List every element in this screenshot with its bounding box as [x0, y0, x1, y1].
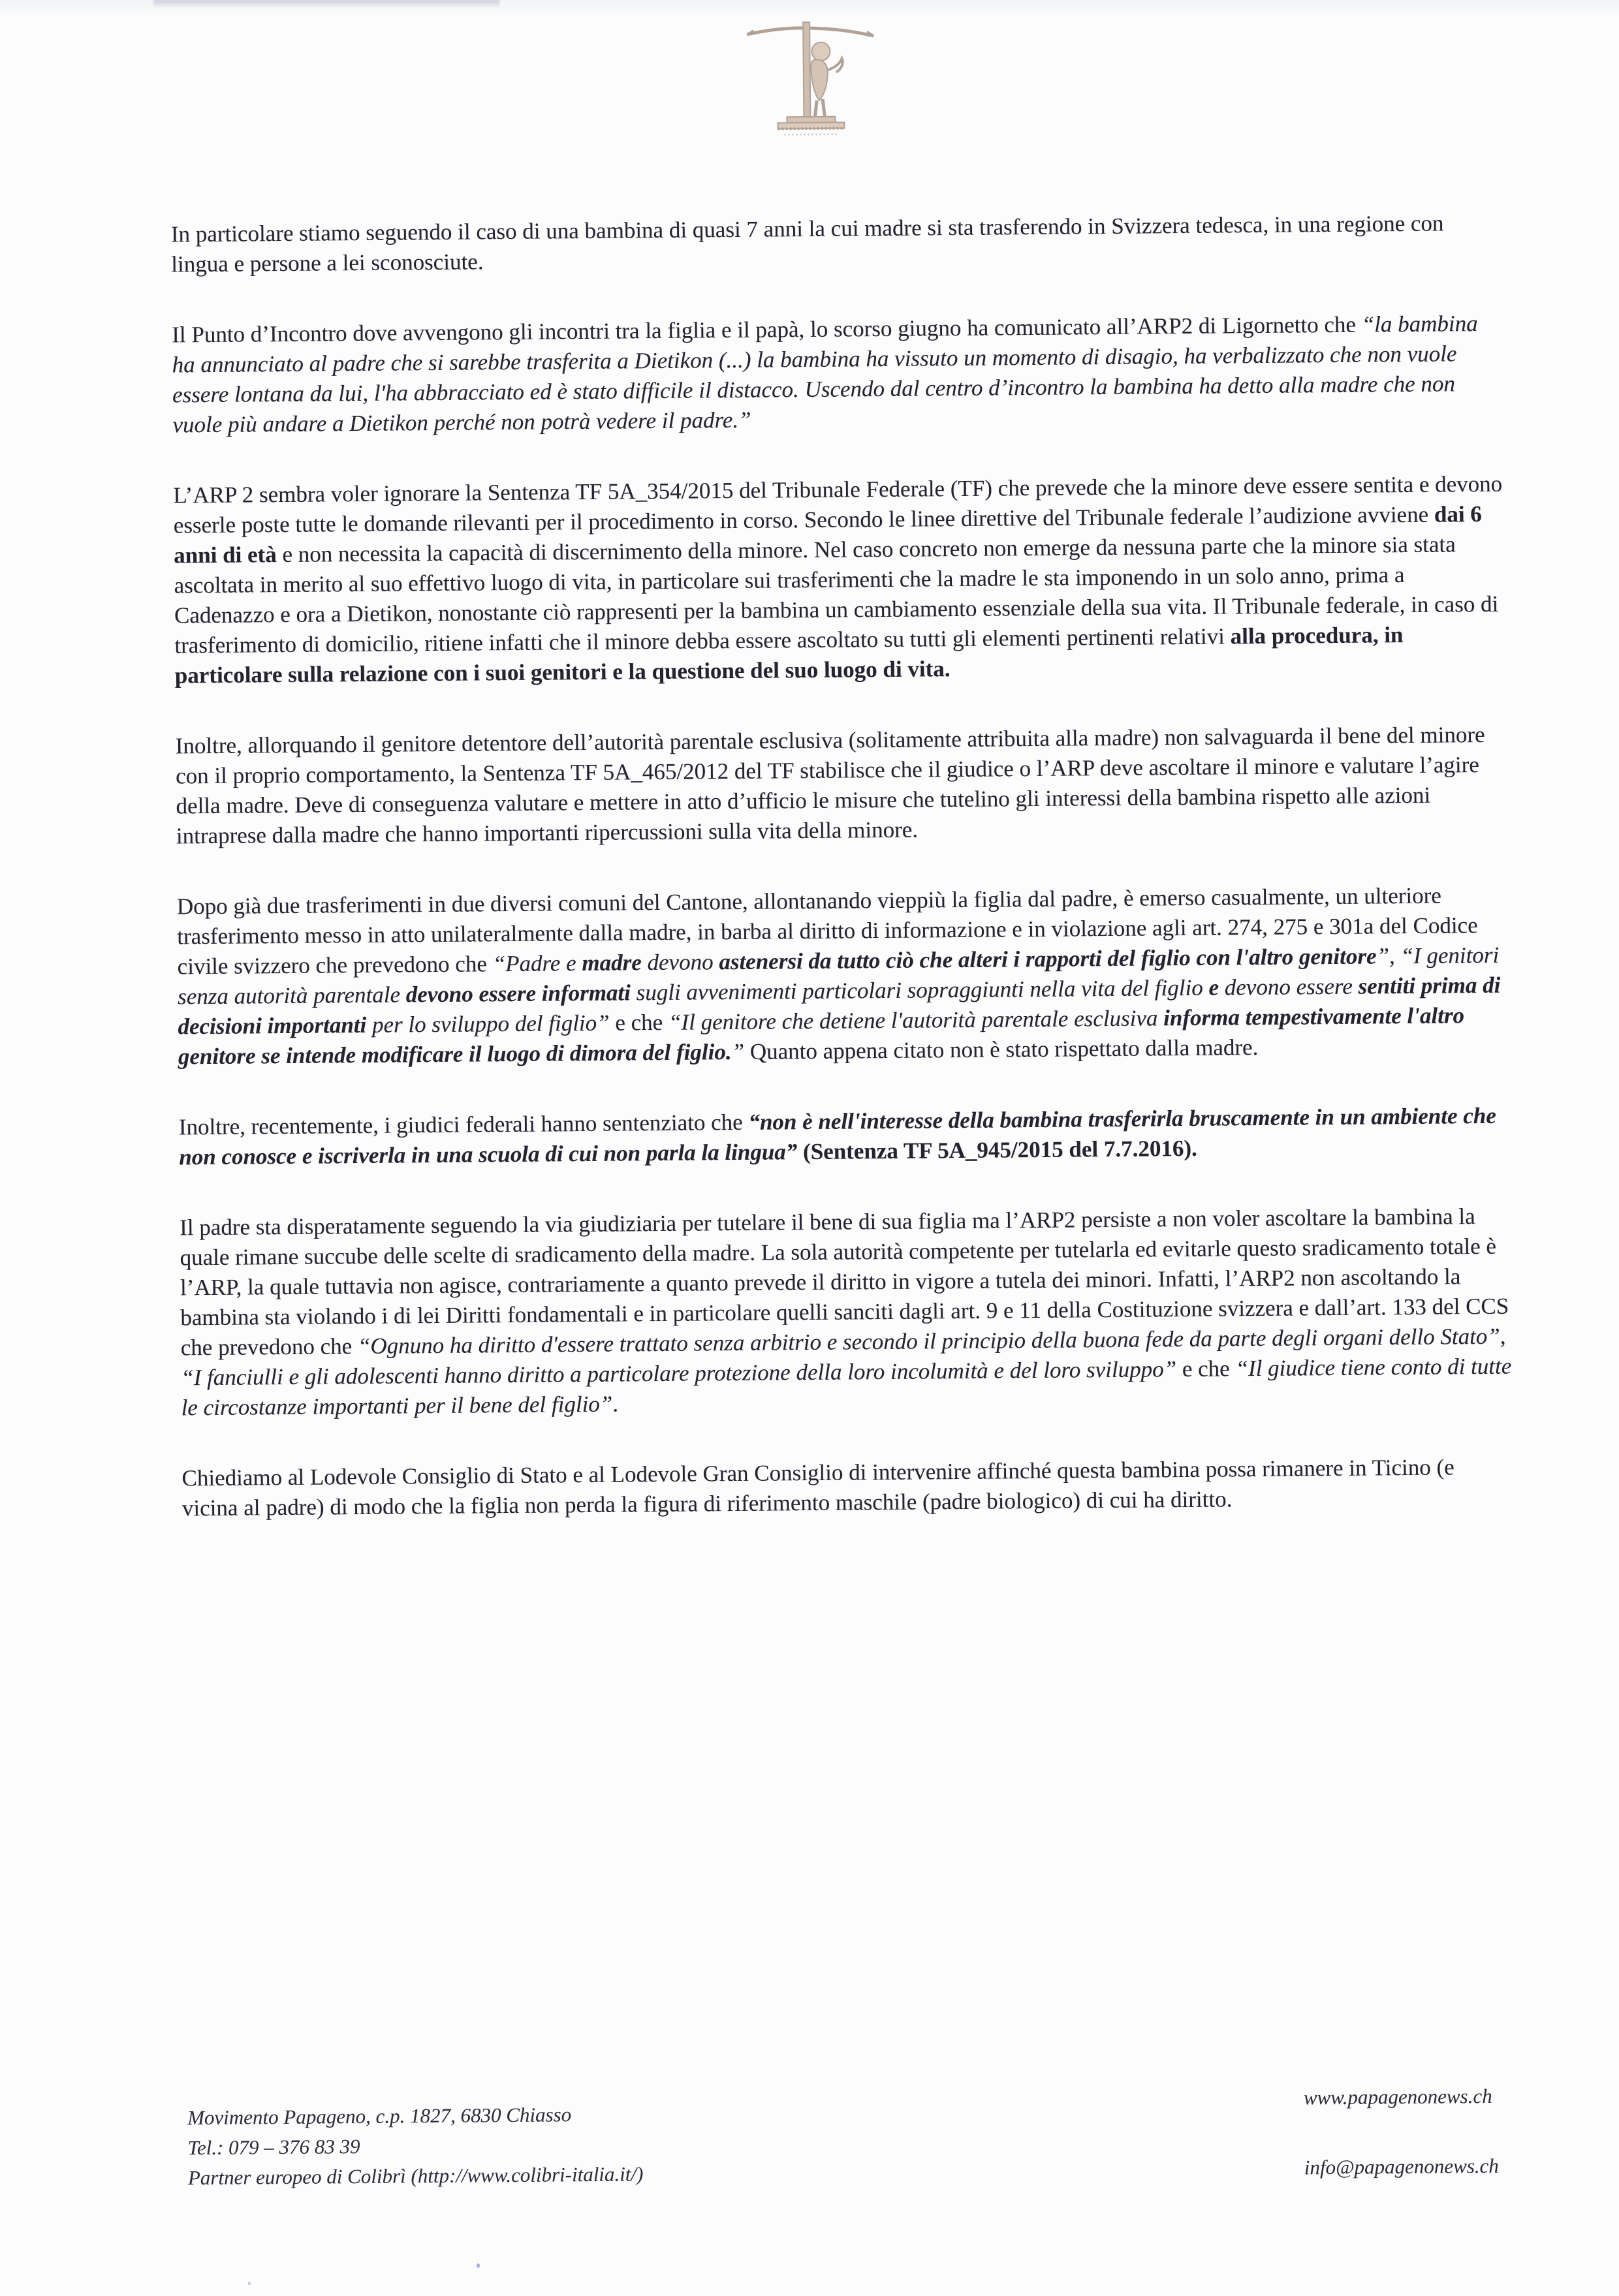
papageno-statue-icon	[735, 10, 887, 145]
paragraph-sentenza-465	[176, 720, 1510, 852]
footer-email: info@papagenonews.ch	[1304, 2154, 1499, 2179]
text-run: .	[612, 1391, 619, 1417]
text-run: devono essere	[1218, 973, 1359, 1001]
text-run: sentiti prima di decisioni importanti	[178, 972, 1501, 1040]
text-run: per lo sviluppo del figlio”	[366, 1010, 610, 1038]
text-run: “Il giudice tiene conto di tutte le circostanze importanti per il bene del figlio”	[181, 1353, 1512, 1421]
text-run: In particolare stiamo seguendo il caso di una bambina di quasi 7 anni la cui madre si sta trasferendo in Svizzera tedesca, in una regione con lingua e persone a lei sconosciute.	[170, 210, 1444, 277]
footer-web-block	[1304, 2081, 1507, 2183]
text-run: e che	[609, 1009, 669, 1036]
text-run: ”, “I genitori senza autorità parentale	[177, 942, 1500, 1010]
text-run: Inoltre, allorquando il genitore detentore dell’autorità parentale esclusiva (solitamente attribuita alla madre) non salvaguarda il bene del minore con il proprio comportamento, la Sentenza TF 5A_465/2012 del TF stabilisce che il giudice o l’ARP deve ascoltare il minore e valutare l’agire della madre. Deve di conseguenza valutare e mettere in atto d’ufficio le misure che tutelino gli interessi della bambina rispetto alle azioni intraprese dalla madre che hanno importanti ripercussioni sulla vita della minore.	[175, 721, 1485, 849]
paragraph-punto-incontro	[172, 309, 1506, 441]
text-run: madre	[582, 950, 642, 976]
footer-address: Movimento Papageno, c.p. 1827, 6830 Chiasso	[187, 2103, 572, 2130]
text-run: “Padre e	[492, 950, 582, 977]
text-run: Quanto appena citato non è stato rispettato dalla madre.	[744, 1034, 1259, 1064]
papageno-statue-logo	[735, 10, 887, 145]
text-run: informa tempestivamente l'altro genitore se intende modificare il luogo di dimora del figlio.	[178, 1002, 1465, 1070]
footer-contact-block	[187, 2088, 644, 2193]
letter-body	[171, 208, 1516, 1564]
text-run: devono essere informati	[405, 980, 631, 1008]
text-run: Chiediamo al Lodevole Consiglio di Stato e al Lodevole Gran Consiglio di intervenire affinché questa bambina possa rimanere in Ticino (e vicina al padre) di modo che la figlia non perda la figura di riferimento maschile (padre biologico) di cui ha diritto.	[181, 1454, 1454, 1521]
text-run: astenersi da tutto ciò che alteri i rapporti del figlio con l'altro genitore	[719, 943, 1377, 975]
text-run	[797, 1139, 803, 1164]
text-run: Il padre sta disperatamente seguendo la via giudiziaria per tutelare il bene di sua figlia ma l’ARP2 persiste a non voler ascoltare la bambina la quale rimane succube delle scelte di sradicamento della madre. La sola autorità competente per tutelarla ed evitarle questo sradicamento totale è l’ARP, la quale tuttavia non agisce, contrariamente a quanto prevede il diritto in vigore a tutela dei minori. Infatti, l’ARP2 non ascoltando la bambina sta violando i di lei Diritti fondamentali e in particolare quelli sanciti dagli art. 9 e 11 della Costituzione svizzera e dall’art. 133 del CCS che prevedono che	[180, 1203, 1509, 1361]
text-run: dai 6 anni di età	[174, 501, 1483, 568]
text-run: Il Punto d’Incontro dove avvengono gli incontri tra la figlia e il papà, lo scorso giugno ha comunicato all’ARP2 di Ligornetto che	[172, 311, 1362, 348]
text-run: “Ognuno ha diritto d'essere trattato senza arbitrio e secondo il principio della buona fede da parte degli organi dello Stato”	[357, 1323, 1500, 1359]
paragraph-trasferimenti-codice-civile	[177, 880, 1511, 1072]
text-run: e che	[1176, 1356, 1236, 1382]
footer-phone: Tel.: 079 – 376 83 39	[187, 2135, 360, 2160]
text-run: “la bambina ha annunciato al padre che si sarebbe trasferita a Dietikon (...) la bambina ha vissuto un momento di disagio, ha verbalizzato che non vuole essere lontana da lui, l'ha abbracciato ed è stato difficile il distacco. Uscendo dal centro d’incontro la bambina ha detto alla madre che non vuole più andare a Dietikon perché non potrà vedere il padre.”	[172, 311, 1478, 438]
paragraph-padre-via-giudiziaria	[180, 1202, 1515, 1423]
text-run: sugli avvenimenti particolari sopraggiunti nella vita del figlio	[630, 974, 1209, 1006]
paragraph-appello-consiglio	[181, 1452, 1515, 1524]
footer-website: www.papagenonews.ch	[1303, 2084, 1492, 2109]
text-run: e non necessita la capacità di discernimento della minore. Nel caso concreto non emerge da nessuna parte che la minore sia stata ascoltata in merito al suo effettivo luogo di vita, in particolare sui trasferimenti che la madre le sta imponendo in un solo anno, prima a Cadenazzo e ora a Dietikon, nonostante ciò rappresenti per la bambina un cambiamento essenziale della sua vita. Il Tribunale federale, in caso di trasferimento di domicilio, ritiene infatti che il minore debba essere ascoltato su tutti gli elementi pertinenti relativi	[174, 531, 1499, 659]
footer-partner-link: Partner europeo di Colibrì (http://www.colibri-italia.it/)	[187, 2162, 644, 2190]
text-run: Inoltre, recentemente, i giudici federali hanno sentenziato che	[178, 1109, 749, 1140]
text-run: e	[1208, 974, 1219, 1001]
paragraph-intro-case	[171, 208, 1505, 280]
text-run: alla procedura, in particolare sulla relazione con i suoi genitori e la questione del suo luogo di vita.	[174, 622, 1404, 689]
text-run: L’ARP 2 sembra voler ignorare la Sentenza TF 5A_354/2015 del Tribunale Federale (TF) che prevede che la minore deve essere sentita e devono esserle poste tutte le domande rilevanti per il procedimento in corso. Secondo le linee direttive del Tribunale federale l’audizione avviene	[173, 471, 1503, 538]
text-run: ,	[1500, 1323, 1506, 1349]
text-run: ”	[731, 1038, 745, 1065]
text-run: (Sentenza TF 5A_945/2015 del 7.7.2016).	[802, 1135, 1197, 1165]
text-run: “I fanciulli e gli adolescenti hanno diritto a particolare protezione della loro incolumità e del loro sviluppo”	[181, 1356, 1177, 1391]
text-run: devono	[641, 949, 719, 976]
text-run: “non è nell'interesse della bambina trasferirla bruscamente in un ambiente che non conosce e iscriverla in una scuola di cui non parla la lingua”	[179, 1102, 1496, 1170]
text-run: Dopo già due trasferimenti in due diversi comuni del Cantone, allontanando vieppiù la figlia dal padre, è emerso casualmente, un ulteriore trasferimento messo in atto unilateralmente dalla madre, in barba al diritto di informazione e in violazione agli art. 274, 275 e 301a del Codice civile svizzero che prevedono che	[176, 882, 1478, 980]
text-run: “Il genitore che detiene l'autorità parentale esclusiva	[668, 1005, 1164, 1035]
paragraph-arp2-sentenza-354	[173, 469, 1508, 691]
letter-footer	[187, 2081, 1507, 2194]
paragraph-sentenza-945	[179, 1101, 1513, 1173]
